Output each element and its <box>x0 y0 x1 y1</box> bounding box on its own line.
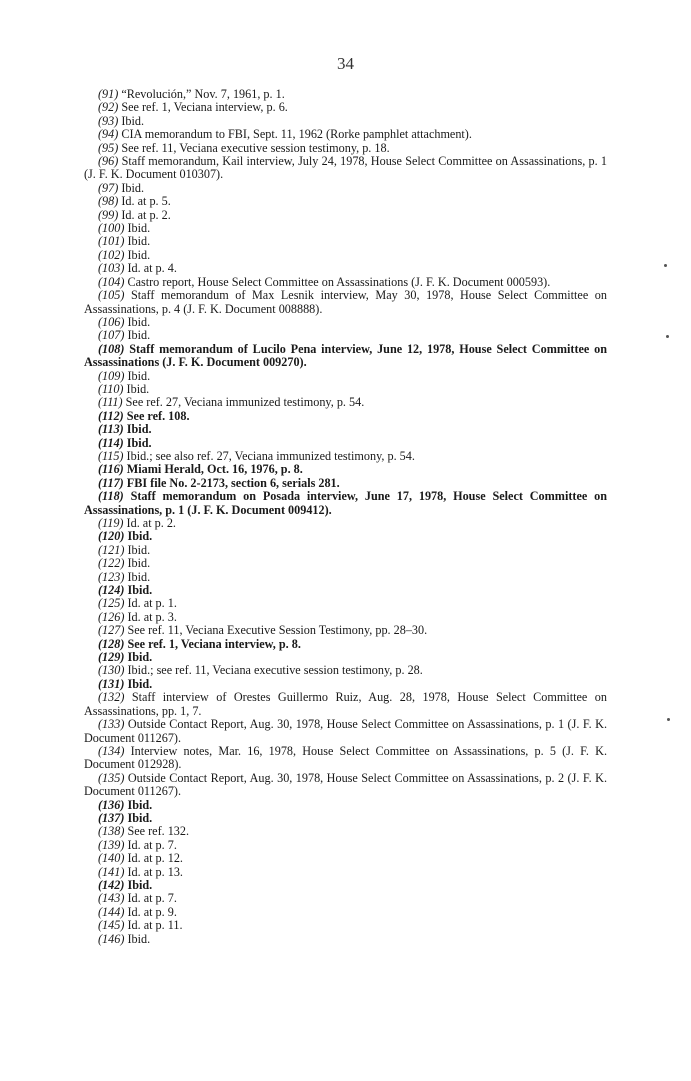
footnote-text: Ibid. <box>124 234 151 249</box>
footnote <box>84 517 607 530</box>
footnote-text: CIA memorandum to FBI, Sept. 11, 1962 (Rorke pamphlet attachment). <box>118 127 472 142</box>
footnote <box>84 745 607 772</box>
footnote-text: Ibid. <box>124 247 151 262</box>
footnote <box>84 799 607 812</box>
footnote-number: (121) <box>98 542 125 557</box>
footnote-text: Staff interview of Orestes Guillermo Ruiz, Aug. 28, 1978, House Select Committee on Assassinations, pp. 1, 7. <box>84 690 607 718</box>
footnote-number: (138) <box>98 824 125 839</box>
footnote <box>84 651 607 664</box>
footnote <box>84 383 607 396</box>
footnote-number: (107) <box>98 328 125 343</box>
footnote <box>84 437 607 450</box>
footnote-text: Ibid. <box>124 556 151 571</box>
footnote-number: (96) <box>98 154 119 169</box>
footnote-number: (114) <box>98 435 124 450</box>
footnote-number: (120) <box>98 529 125 544</box>
footnote <box>84 249 607 262</box>
footnote <box>84 933 607 946</box>
footnote-text: Outside Contact Report, Aug. 30, 1978, House Select Committee on Assassinations, p. 1 (J. F. K. Document 011267). <box>84 717 607 745</box>
footnote-number: (104) <box>98 274 125 289</box>
footnote-text: Ibid. <box>124 529 153 544</box>
footnote-number: (106) <box>98 314 125 329</box>
footnote <box>84 839 607 852</box>
footnote-text: Ibid. <box>124 797 153 812</box>
footnote-number: (93) <box>98 113 119 128</box>
footnote-number: (139) <box>98 837 125 852</box>
footnote-text: See ref. 27, Veciana immunized testimony, p. 54. <box>122 395 365 410</box>
footnote-number: (141) <box>98 864 125 879</box>
footnote <box>84 638 607 651</box>
footnote <box>84 142 607 155</box>
footnote-number: (144) <box>98 904 125 919</box>
footnote-text: Id. at p. 2. <box>118 207 171 222</box>
footnote-number: (118) <box>98 489 124 504</box>
footnote-number: (137) <box>98 810 125 825</box>
footnote <box>84 463 607 476</box>
footnote-text: See ref. 1, Veciana interview, p. 6. <box>118 100 288 115</box>
page-number: 34 <box>337 54 354 73</box>
footnote <box>84 289 607 316</box>
footnote-text: Ibid. <box>124 542 151 557</box>
footnote <box>84 557 607 570</box>
footnote <box>84 664 607 677</box>
footnote-number: (129) <box>98 650 125 665</box>
footnote <box>84 584 607 597</box>
footnote-text: Ibid. <box>124 569 151 584</box>
footnote <box>84 544 607 557</box>
footnote <box>84 718 607 745</box>
footnote <box>84 128 607 141</box>
footnote-number: (99) <box>98 207 119 222</box>
footnote-number: (112) <box>98 408 124 423</box>
footnote-text: Ibid. <box>118 180 145 195</box>
footnote <box>84 396 607 409</box>
footnote-text: Id. at p. 11. <box>124 918 183 933</box>
footnote-number: (105) <box>98 288 125 303</box>
footnote-text: Ibid. <box>124 931 151 946</box>
footnote-text: Ibid. <box>124 368 151 383</box>
footnote-number: (100) <box>98 221 125 236</box>
footnote-text: See ref. 11, Veciana executive session testimony, p. 18. <box>118 140 390 155</box>
footnote-text: Id. at p. 1. <box>124 596 177 611</box>
footnote-text: Staff memorandum, Kail interview, July 24, 1978, House Select Committee on Assassinations, p. 1 (J. F. K. Document 010307). <box>84 154 607 182</box>
footnote-number: (119) <box>98 516 124 530</box>
footnote-text: See ref. 11, Veciana Executive Session Testimony, pp. 28–30. <box>124 623 428 638</box>
footnote-number: (146) <box>98 931 125 946</box>
footnote <box>84 597 607 610</box>
footnote-text: Castro report, House Select Committee on Assassinations (J. F. K. Document 000593). <box>124 274 551 289</box>
footnote-number: (98) <box>98 194 119 209</box>
footnote-number: (134) <box>98 743 125 758</box>
footnote-number: (92) <box>98 100 119 115</box>
footnote-text: FBI file No. 2-2173, section 6, serials 281. <box>123 475 340 490</box>
footnote-number: (125) <box>98 596 125 611</box>
footnote <box>84 235 607 248</box>
footnote-number: (110) <box>98 381 124 396</box>
margin-mark <box>667 718 670 721</box>
footnote-number: (122) <box>98 556 125 571</box>
footnote <box>84 195 607 208</box>
footnote <box>84 812 607 825</box>
footnote <box>84 410 607 423</box>
footnote <box>84 919 607 932</box>
footnote <box>84 329 607 342</box>
footnote <box>84 825 607 838</box>
footnote-number: (108) <box>98 341 125 356</box>
footnote <box>84 423 607 436</box>
footnote <box>84 852 607 865</box>
footnote <box>84 276 607 289</box>
footnote-text: Ibid. <box>123 435 152 450</box>
footnote-text: See ref. 132. <box>124 824 190 839</box>
footnote-text: Id. at p. 12. <box>124 851 183 866</box>
footnote-text: Staff memorandum of Max Lesnik interview, May 30, 1978, House Select Committee on Assassinations, p. 4 (J. F. K. Document 008888). <box>84 288 607 316</box>
footnote-text: Ibid. <box>124 877 153 892</box>
footnote-number: (95) <box>98 140 119 155</box>
footnote-number: (136) <box>98 797 125 812</box>
footnote-number: (111) <box>98 395 123 410</box>
footnote <box>84 691 607 718</box>
footnote-text: Outside Contact Report, Aug. 30, 1978, House Select Committee on Assassinations, p. 2 (J. F. K. Document 011267). <box>84 770 607 799</box>
footnote-text: Interview notes, Mar. 16, 1978, House Select Committee on Assassinations, p. 5 (J. F. K. Document 012928). <box>84 743 607 772</box>
footnote <box>84 209 607 222</box>
footnote-text: Ibid. <box>124 328 151 343</box>
footnote-text: Ibid. <box>124 583 153 598</box>
footnote-text: Id. at p. 7. <box>124 891 177 906</box>
footnote-number: (94) <box>98 127 119 142</box>
footnote-text: See ref. 1, Veciana interview, p. 8. <box>124 636 301 651</box>
footnote-number: (140) <box>98 851 125 866</box>
footnote-number: (131) <box>98 676 125 691</box>
footnote-text: Id. at p. 13. <box>124 864 183 879</box>
footnote <box>84 611 607 624</box>
margin-mark <box>664 264 667 267</box>
footnote-text: Ibid.; see also ref. 27, Veciana immunized testimony, p. 54. <box>123 448 415 463</box>
footnote-number: (127) <box>98 623 125 638</box>
footnote <box>84 155 607 182</box>
footnote-text: Ibid. <box>118 113 145 128</box>
footnote-text: Ibid. <box>124 676 153 691</box>
footnote-text: Id. at p. 2. <box>123 516 176 530</box>
footnote-text: Id. at p. 7. <box>124 837 177 852</box>
footnote-number: (142) <box>98 877 125 892</box>
footnote <box>84 370 607 383</box>
footnote-number: (97) <box>98 180 119 195</box>
footnote-text: Ibid. <box>124 221 151 236</box>
footnote <box>84 772 607 799</box>
footnote-number: (124) <box>98 583 125 598</box>
footnote-number: (103) <box>98 261 125 276</box>
footnote <box>84 678 607 691</box>
footnote <box>84 222 607 235</box>
footnote-text: Ibid. <box>124 314 151 329</box>
footnote <box>84 450 607 463</box>
footnote <box>84 88 607 101</box>
footnote-number: (109) <box>98 368 125 383</box>
footnote-number: (115) <box>98 448 124 463</box>
footnote-number: (116) <box>98 462 124 477</box>
margin-mark <box>666 335 669 338</box>
footnote-number: (113) <box>98 422 124 437</box>
footnote-number: (133) <box>98 717 125 732</box>
footnote-text: “Revolución,” Nov. 7, 1961, p. 1. <box>118 87 285 101</box>
footnote-number: (126) <box>98 609 125 624</box>
footnote-list <box>84 88 607 946</box>
footnote <box>84 490 607 517</box>
footnote <box>84 571 607 584</box>
footnote-text: Id. at p. 3. <box>124 609 177 624</box>
footnote-number: (143) <box>98 891 125 906</box>
footnote-text: Id. at p. 9. <box>124 904 177 919</box>
footnote-number: (145) <box>98 918 125 933</box>
footnote <box>84 879 607 892</box>
footnote-number: (135) <box>98 770 125 785</box>
footnote-number: (130) <box>98 663 125 678</box>
footnote-text: Id. at p. 4. <box>124 261 177 276</box>
footnote-number: (91) <box>98 87 119 101</box>
footnote-number: (128) <box>98 636 125 651</box>
footnote <box>84 530 607 543</box>
footnote-number: (117) <box>98 475 124 490</box>
footnote-text: Ibid. <box>124 650 153 665</box>
footnote-number: (102) <box>98 247 125 262</box>
footnote <box>84 624 607 637</box>
footnote <box>84 866 607 879</box>
footnote <box>84 262 607 275</box>
footnote-text: Ibid. <box>123 422 152 437</box>
footnote-text: Miami Herald, Oct. 16, 1976, p. 8. <box>123 462 303 477</box>
footnote-text: Ibid.; see ref. 11, Veciana executive session testimony, p. 28. <box>124 663 423 678</box>
footnote-number: (132) <box>98 690 125 705</box>
footnote-number: (123) <box>98 569 125 584</box>
footnote-text: Id. at p. 5. <box>118 194 171 209</box>
footnote-text: Ibid. <box>124 810 153 825</box>
footnote <box>84 101 607 114</box>
footnote-text: Staff memorandum on Posada interview, June 17, 1978, House Select Committee on Assassinations, p. 1 (J. F. K. Document 009412). <box>84 489 607 517</box>
footnote <box>84 182 607 195</box>
footnote-text: See ref. 108. <box>123 408 190 423</box>
footnote <box>84 115 607 128</box>
footnote <box>84 906 607 919</box>
footnote <box>84 477 607 490</box>
footnote-text: Ibid. <box>123 381 150 396</box>
footnote <box>84 343 607 370</box>
footnote-number: (101) <box>98 234 125 249</box>
footnote-text: Staff memorandum of Lucilo Pena interview, June 12, 1978, House Select Committee on Assassinations (J. F. K. Document 009270). <box>84 341 607 370</box>
footnote <box>84 316 607 329</box>
footnote <box>84 892 607 905</box>
